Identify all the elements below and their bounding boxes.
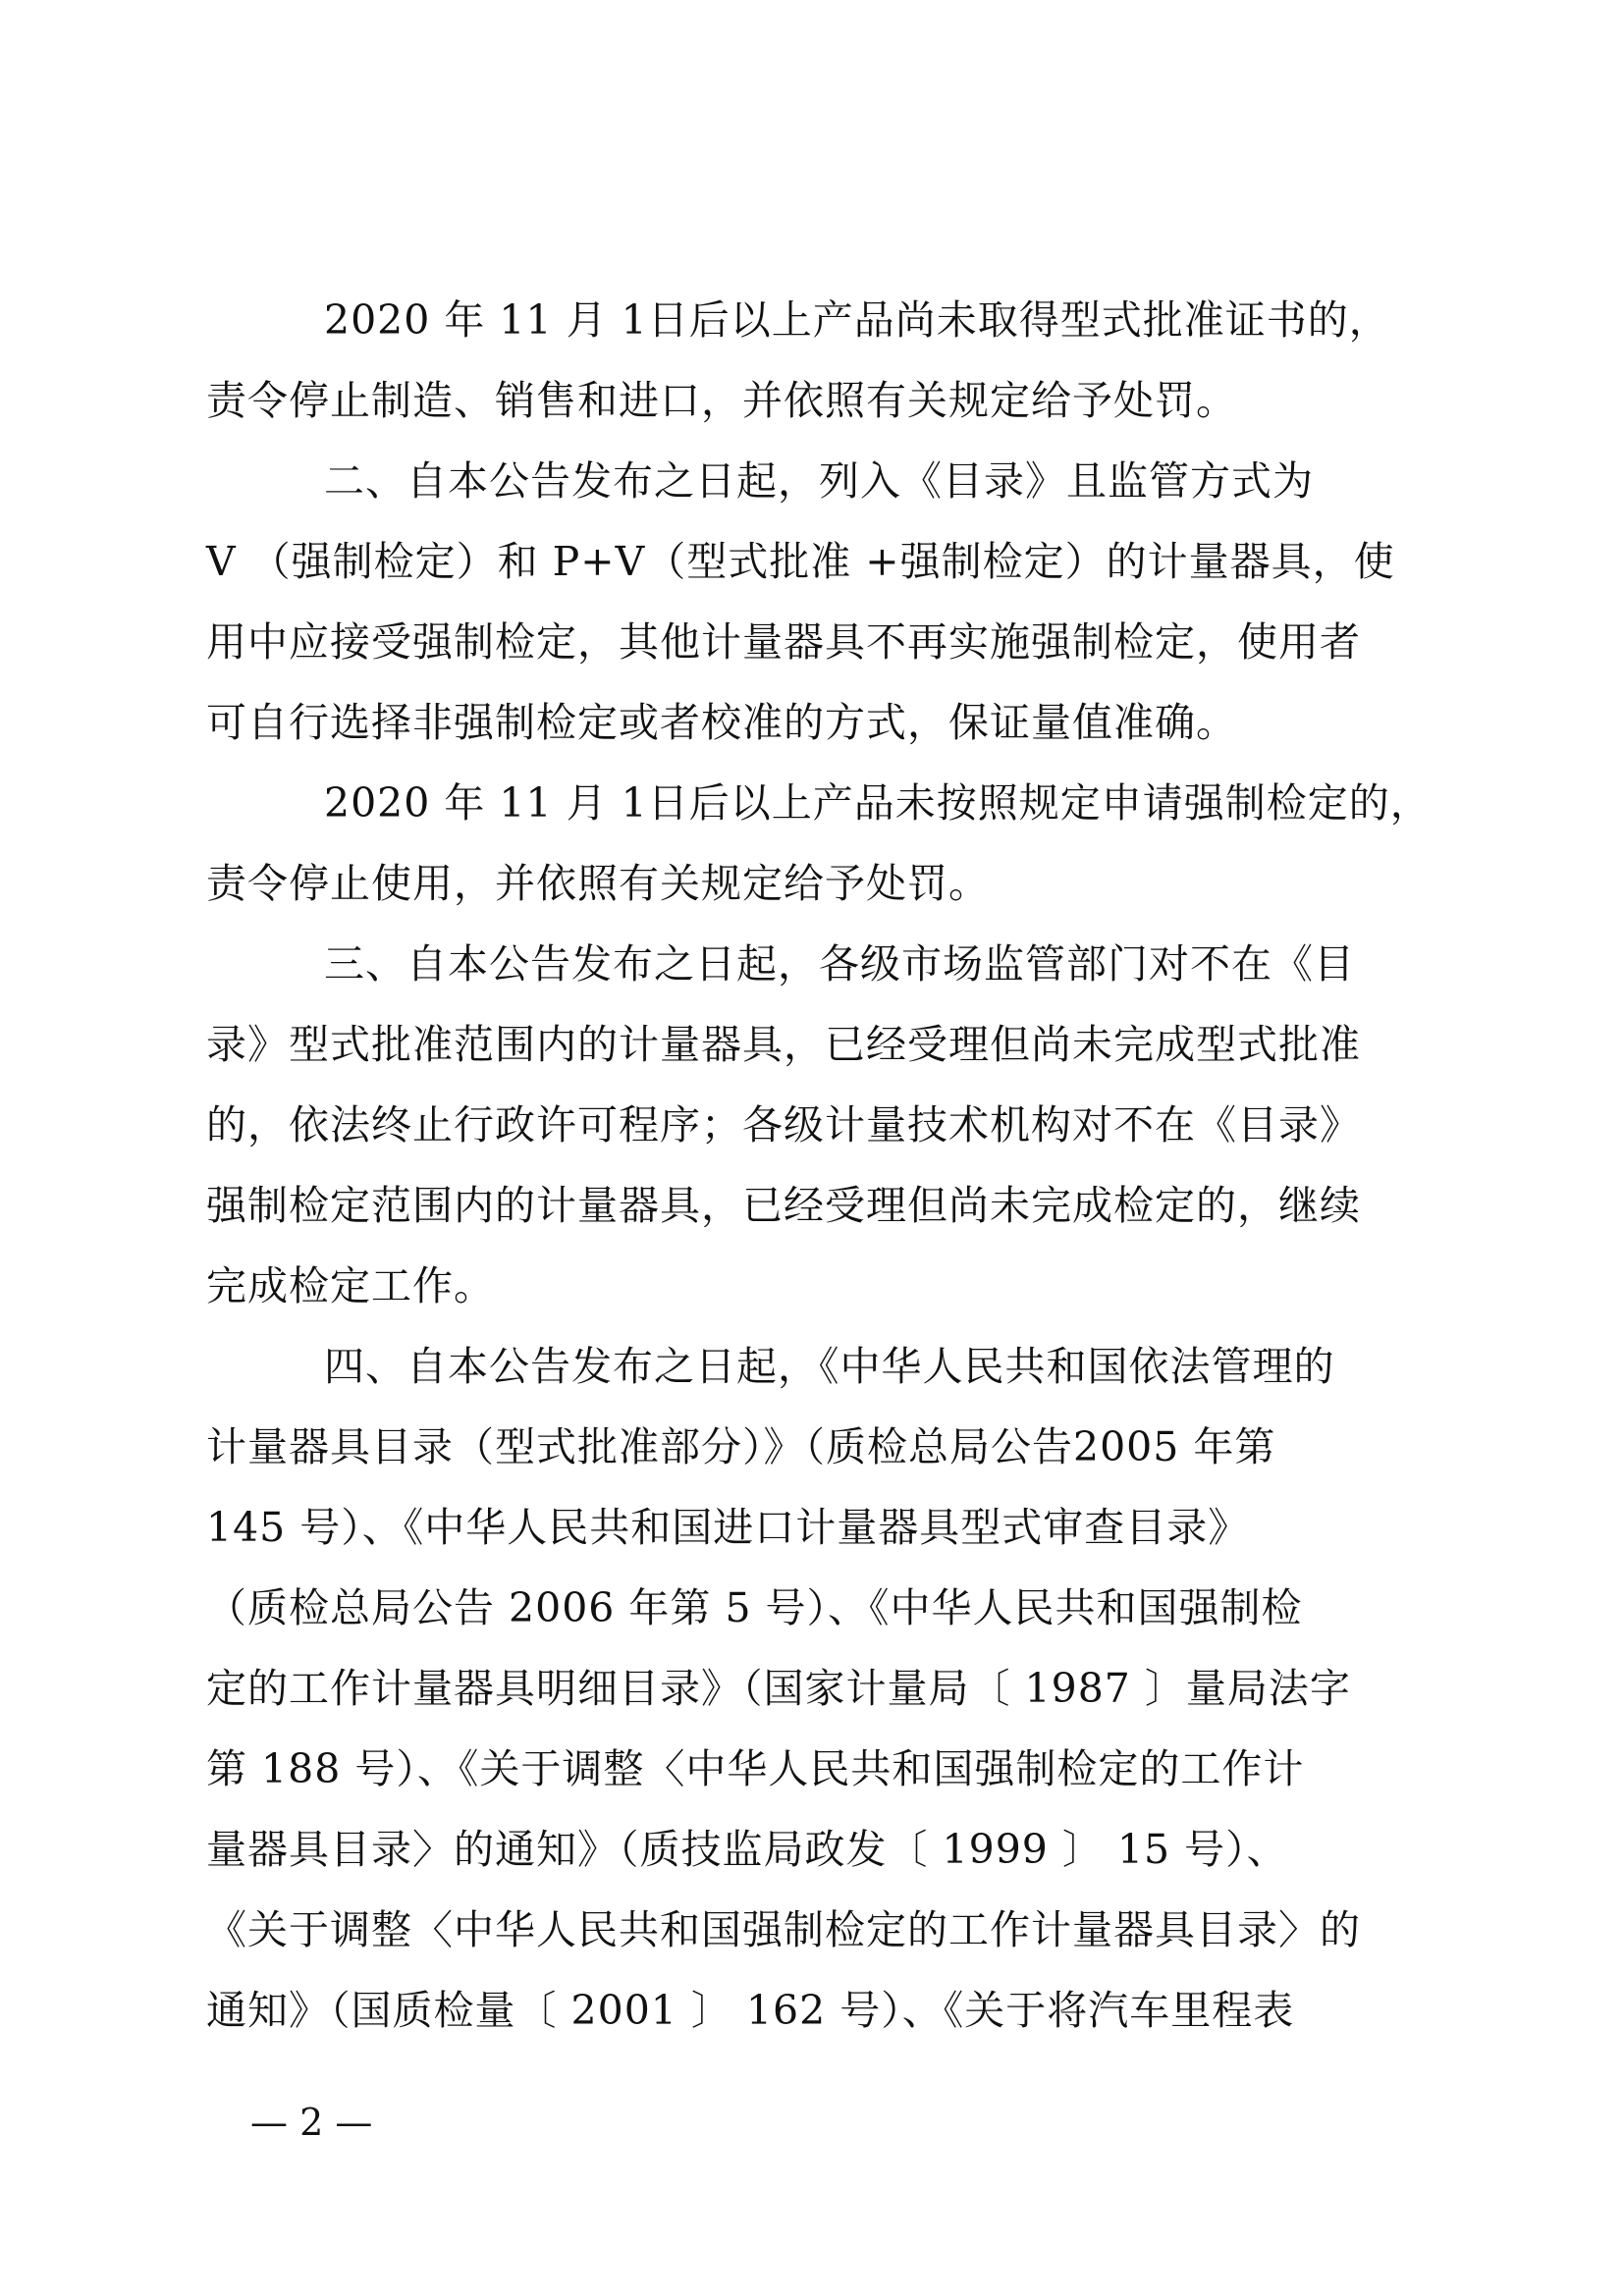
text-line-21: 《关于调整〈中华人民共和国强制检定的工作计量器具目录〉的 xyxy=(206,1906,1361,1953)
text-line-12: 强制检定范围内的计量器具，已经受理但尚未完成检定的，继续 xyxy=(206,1182,1361,1229)
text-line-19: 第 188 号）、《关于调整〈中华人民共和国强制检定的工作计 xyxy=(206,1745,1305,1792)
text-line-11: 的，依法终止行政许可程序；各级计量技术机构对不在《目录》 xyxy=(206,1101,1361,1148)
text-line-7: 2020 年 11 月 1日后以上产品未按照规定申请强制检定的， xyxy=(324,779,1432,827)
text-line-8: 责令停止使用，并依照有关规定给予处罚。 xyxy=(206,860,990,907)
text-line-15: 计量器具目录（型式批准部分）》（质检总局公告2005 年第 xyxy=(206,1423,1276,1470)
text-line-5: 用中应接受强制检定，其他计量器具不再实施强制检定，使用者 xyxy=(206,618,1361,666)
text-line-9: 三、自本公告发布之日起，各级市场监管部门对不在《目 xyxy=(324,940,1355,988)
text-line-18: 定的工作计量器具明细目录》（国家计量局〔 1987 〕量局法字 xyxy=(206,1665,1351,1712)
text-line-16: 145 号）、《中华人民共和国进口计量器具型式审查目录》 xyxy=(206,1504,1250,1551)
text-line-6: 可自行选择非强制检定或者校准的方式，保证量值准确。 xyxy=(206,699,1237,746)
text-line-2: 责令停止制造、销售和进口，并依照有关规定给予处罚。 xyxy=(206,377,1237,424)
text-line-22: 通知》（国质检量〔 2001 〕 162 号）、《关于将汽车里程表 xyxy=(206,1987,1295,2034)
page-number: — 2 — xyxy=(250,2101,373,2144)
text-line-10: 录》型式批准范围内的计量器具，已经受理但尚未完成型式批准 xyxy=(206,1021,1361,1068)
text-line-4: V （强制检定）和 P+V（型式批准 +强制检定）的计量器具，使 xyxy=(206,538,1395,585)
text-line-1: 2020 年 11 月 1日后以上产品尚未取得型式批准证书的， xyxy=(324,296,1390,344)
text-line-3: 二、自本公告发布之日起，列入《目录》且监管方式为 xyxy=(324,457,1314,505)
text-line-20: 量器具目录〉的通知》（质技监局政发〔 1999 〕 15 号）、 xyxy=(206,1826,1288,1873)
text-line-13: 完成检定工作。 xyxy=(206,1262,495,1309)
text-line-14: 四、自本公告发布之日起，《中华人民共和国依法管理的 xyxy=(324,1343,1335,1390)
text-line-17: （质检总局公告 2006 年第 5 号）、《中华人民共和国强制检 xyxy=(206,1584,1303,1631)
